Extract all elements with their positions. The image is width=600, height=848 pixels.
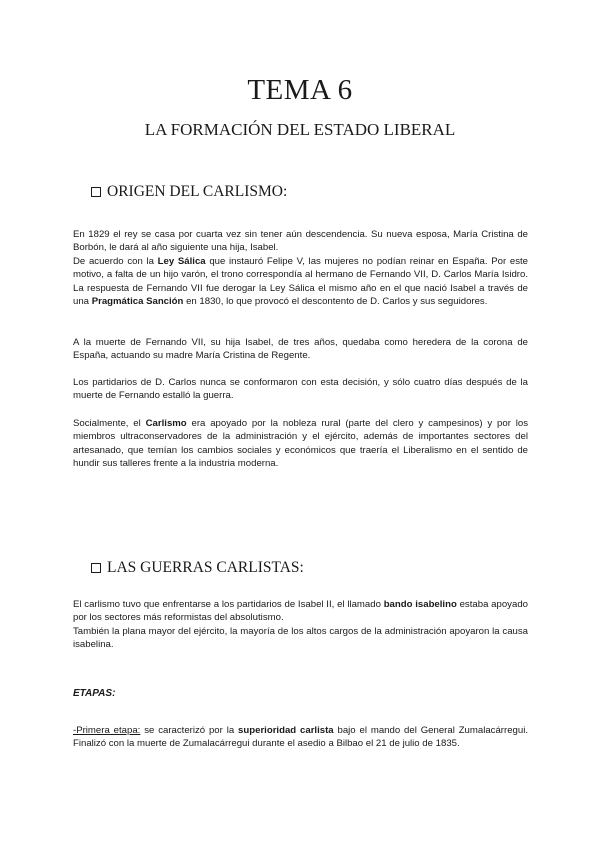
text-run: De acuerdo con la [73, 255, 158, 267]
paragraph-line [73, 598, 528, 625]
paragraph-line [73, 255, 528, 309]
section1-paragraph-3: Los partidarios de D. Carlos nunca se conformaron con esta decisión, y sólo cuatro días después de la muerte de Fernando estalló la guerra. [73, 377, 528, 402]
section1-paragraph-1 [73, 228, 528, 308]
document-title: TEMA 6 [247, 74, 353, 106]
etapa-1-label: -Primera etapa: [73, 725, 141, 736]
section-heading-label: ORIGEN DEL CARLISMO: [107, 183, 288, 200]
text-run: se caracterizó por la [140, 725, 239, 736]
text-run: era apoyado por la nobleza rural (parte del clero y campesinos) y por los miembros ultraconservadores de la administración y el ejército, además de importantes sectores del artesanado, que temían los cambios sociales y económicos que traería el Liberalismo en el sentido de hundir sus talleres frente a la industria moderna. [73, 418, 528, 470]
etapas-label: ETAPAS: [73, 688, 116, 699]
etapa-1-paragraph [73, 724, 528, 751]
section2-paragraph-1 [73, 598, 528, 652]
paragraph-line: En 1829 el rey se casa por cuarta vez sin tener aún descendencia. Su nueva esposa, María Cristina de Borbón, le dará al año siguiente una hija, Isabel. [73, 229, 528, 254]
text-run: bajo el mando del General Zumalacárregui. Finalizó con la muerte de Zumalacárregui durante el asedio a Bilbao el 21 de julio de 1835. [73, 725, 529, 750]
section-heading-label: LAS GUERRAS CARLISTAS: [107, 559, 304, 576]
bold-term-ley-salica: Ley Sálica [157, 255, 206, 267]
text-run: que instauró Felipe V, las mujeres no podían reinar en España. Por este motivo, a falta de un hijo varón, el trono correspondía al hermano de Fernando VII, D. Carlos María Isidro. La respuesta de Fernando VII fue derogar la Ley Sálica el mismo año en el que nació Isabel a través de una [73, 255, 528, 308]
text-run: Socialmente, el [73, 418, 146, 429]
text-run: estaba apoyado por los sectores más reformistas del absolutismo. [73, 599, 528, 624]
section1-paragraph-2: A la muerte de Fernando VII, su hija Isabel, de tres años, quedaba como heredera de la corona de España, actuando su madre María Cristina de Regente. [73, 337, 528, 362]
checkbox-bullet-icon [91, 563, 101, 573]
bold-term-pragmatica: Pragmática Sanción [91, 296, 184, 308]
section-heading-guerras [91, 559, 304, 577]
bold-term-superioridad: superioridad carlista [238, 725, 334, 736]
section1-paragraph-4 [73, 417, 528, 471]
section-heading-origen [91, 183, 287, 201]
text-run: en 1830, lo que provocó el descontento de D. Carlos y sus seguidores. [183, 296, 488, 308]
paragraph-line: También la plana mayor del ejército, la mayoría de los altos cargos de la administración apoyaron la causa isabelina. [73, 625, 528, 651]
bold-term-bando-isabelino: bando isabelino [383, 599, 457, 610]
text-run: El carlismo tuvo que enfrentarse a los partidarios de Isabel II, el llamado [73, 599, 384, 610]
document-subtitle: LA FORMACIÓN DEL ESTADO LIBERAL [144, 120, 456, 139]
bold-term-carlismo: Carlismo [145, 418, 187, 429]
checkbox-bullet-icon [91, 187, 101, 197]
